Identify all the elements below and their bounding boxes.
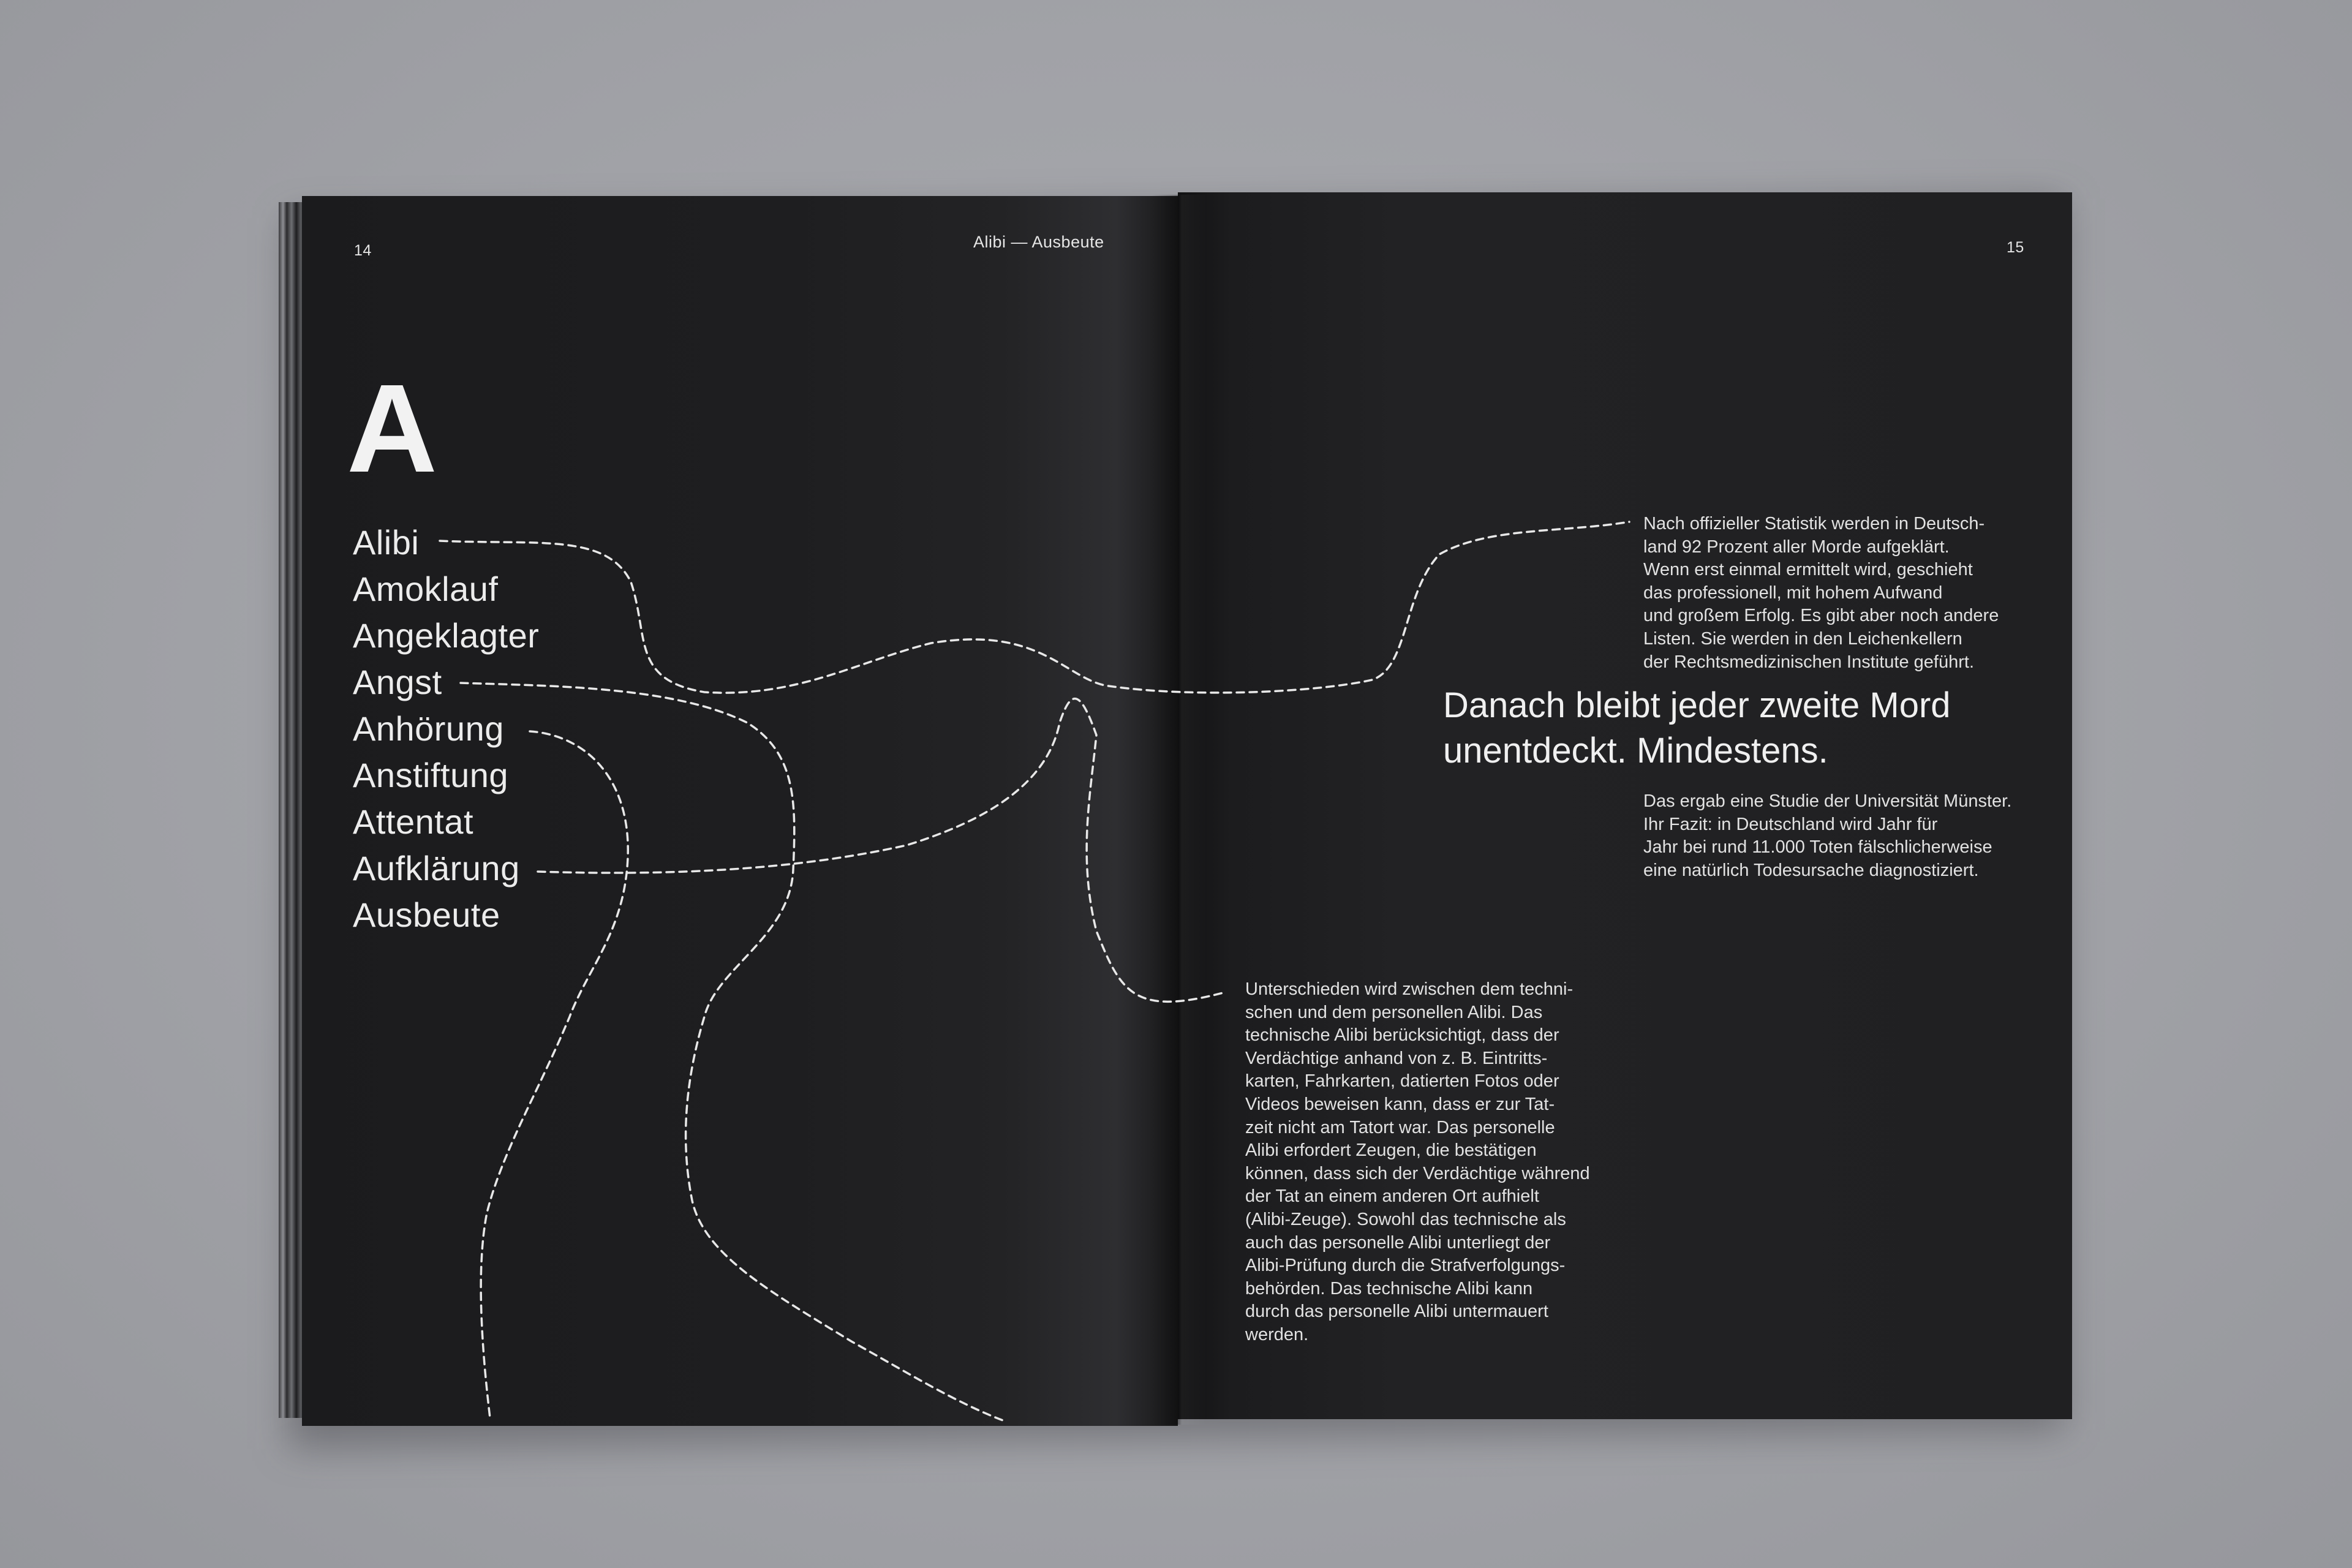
lead-statement: Danach bleibt jeder zweite Mord unentdeckt. Mindestens. <box>1443 685 1951 771</box>
index-term: Anstiftung <box>353 756 509 794</box>
right-page-number: 15 <box>2007 239 2024 256</box>
section-letter: A <box>347 358 435 499</box>
index-term: Ausbeute <box>353 895 500 934</box>
index-term: Aufklärung <box>353 849 520 888</box>
index-term: Attentat <box>353 802 474 841</box>
index-term-list <box>353 519 539 938</box>
study-paragraph: Das ergab eine Studie der Universität Münster. Ihr Fazit: in Deutschland wird Jahr für Jahr bei rund 11.000 Toten fälschlicherweise eine natürlich Todesursache diagnostiziert. <box>1643 791 2012 880</box>
book-gutter <box>1152 195 1207 1425</box>
left-page-number: 14 <box>354 242 372 259</box>
running-head: Alibi — Ausbeute <box>973 233 1104 251</box>
index-term: Anhörung <box>353 709 504 748</box>
index-term: Alibi <box>353 523 420 562</box>
alibi-paragraph: Unterschieden wird zwischen dem techni- schen und dem personellen Alibi. Das technische Alibi berücksichtigt, dass der Verdächtige anhand von z. B. Eintritts- karten, Fahrkarten, datierten Fotos oder Videos beweisen kann, dass er zur Tat- zeit nicht am Tatort war. Das personelle Alibi erfordert Zeugen, die bestätigen können, dass sich der Verdächtige während der Tat an einem anderen Ort aufhielt (Alibi-Zeuge). Sowohl das technische als auch das personelle Alibi unterliegt der Alibi-Prüfung durch die Strafverfolgungs- behörden. Das technische Alibi kann durch das personelle Alibi untermauert werden. <box>1245 979 1590 1344</box>
statistics-paragraph: Nach offizieller Statistik werden in Deutsch- land 92 Prozent aller Morde aufgeklärt. Wenn erst einmal ermittelt wird, geschieht das professionell, mit hohem Aufwand und großem Erfolg. Es gibt aber noch andere Listen. Sie werden in den Leichenkellern der Rechtsmedizinischen Institute geführt. <box>1643 514 1999 672</box>
index-term: Angeklagter <box>353 616 540 655</box>
index-term: Amoklauf <box>353 570 499 608</box>
index-term: Angst <box>353 663 442 701</box>
